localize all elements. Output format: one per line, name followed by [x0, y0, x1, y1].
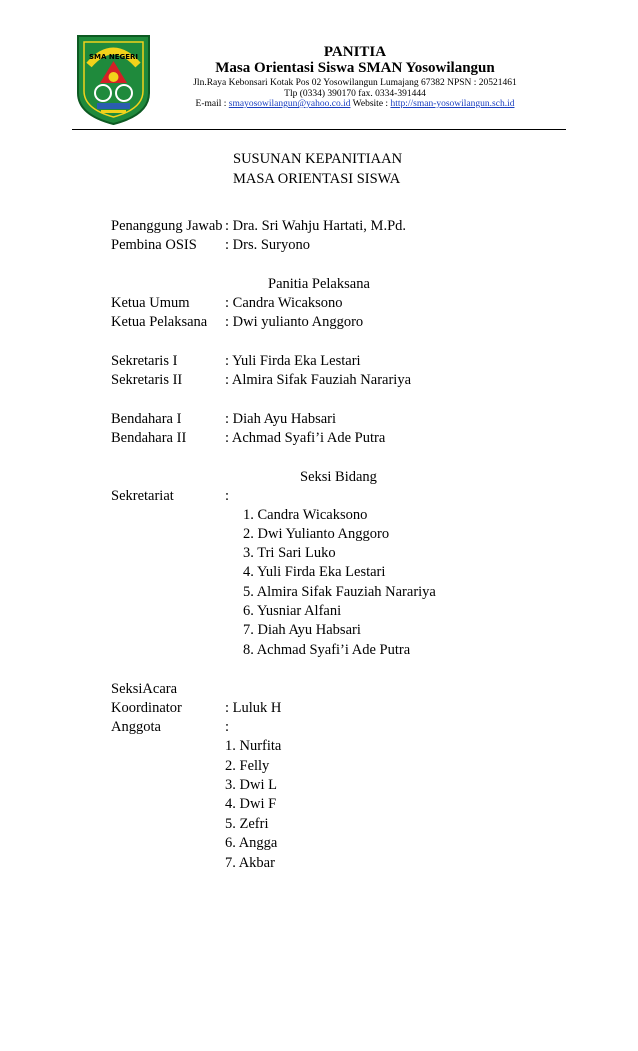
colon-sekretariat: : [225, 488, 230, 504]
list-item: 4. Dwi F [225, 796, 277, 812]
website-link[interactable]: http://sman-yosowilangun.sch.id [390, 99, 515, 109]
list-item: 4. Yuli Firda Eka Lestari [243, 564, 386, 580]
svg-text:SMA NEGERI: SMA NEGERI [88, 53, 139, 61]
list-item: 7. Akbar [225, 855, 275, 871]
list-item: 2. Felly [225, 758, 270, 774]
list-item: 1. Candra Wicaksono [243, 507, 368, 523]
website-label: Website : [350, 99, 391, 109]
label-ketua-umum: Ketua Umum [111, 295, 190, 311]
value-sekretaris-2: : Almira Sifak Fauziah Narariya [225, 372, 412, 388]
list-item: 5. Zefri [225, 816, 269, 832]
doc-title-line2: MASA ORIENTASI SISWA [233, 171, 401, 187]
heading-seksi-acara: SeksiAcara [111, 681, 178, 697]
value-sekretaris-1: : Yuli Firda Eka Lestari [225, 353, 361, 369]
value-ketua-pelaksana: : Dwi yulianto Anggoro [225, 314, 364, 330]
label-bendahara-1: Bendahara I [111, 411, 182, 427]
list-item: 8. Achmad Syafi’i Ade Putra [243, 642, 411, 658]
label-sekretariat: Sekretariat [111, 488, 174, 504]
value-penanggung-jawab: : Dra. Sri Wahju Hartati, M.Pd. [225, 218, 407, 234]
heading-seksi-bidang: Seksi Bidang [300, 469, 377, 485]
label-penanggung-jawab: Penanggung Jawab [111, 218, 223, 234]
label-anggota: Anggota [111, 719, 161, 735]
header-divider [72, 129, 566, 130]
colon-anggota: : [225, 719, 230, 735]
value-pembina-osis: : Drs. Suryono [225, 237, 310, 253]
list-item: 7. Diah Ayu Habsari [243, 622, 361, 638]
header-contact [170, 99, 540, 109]
label-koordinator: Koordinator [111, 700, 182, 716]
list-item: 2. Dwi Yulianto Anggoro [243, 526, 390, 542]
email-label: E-mail : [195, 99, 229, 109]
value-koordinator: : Luluk H [225, 700, 282, 716]
doc-title-line1: SUSUNAN KEPANITIAAN [233, 151, 403, 167]
list-item: 3. Tri Sari Luko [243, 545, 336, 561]
label-pembina-osis: Pembina OSIS [111, 237, 197, 253]
label-sekretaris-2: Sekretaris II [111, 372, 183, 388]
value-bendahara-2: : Achmad Syafi’i Ade Putra [225, 430, 386, 446]
list-item: 5. Almira Sifak Fauziah Narariya [243, 584, 436, 600]
label-ketua-pelaksana: Ketua Pelaksana [111, 314, 208, 330]
label-bendahara-2: Bendahara II [111, 430, 187, 446]
value-bendahara-1: : Diah Ayu Habsari [225, 411, 337, 427]
email-link[interactable]: smayosowilangun@yahoo.co.id [228, 99, 351, 109]
list-item: 6. Angga [225, 835, 278, 851]
header-subtitle: Masa Orientasi Siswa SMAN Yosowilangun [215, 60, 495, 76]
list-item: 6. Yusniar Alfani [243, 603, 342, 619]
header-address: Jln.Raya Kebonsari Kotak Pos 02 Yosowilangun Lumajang 67382 NPSN : 20521461 [193, 78, 517, 88]
list-item: 3. Dwi L [225, 777, 277, 793]
school-logo [75, 33, 152, 126]
label-sekretaris-1: Sekretaris I [111, 353, 178, 369]
list-item: 1. Nurfita [225, 738, 282, 754]
heading-panitia-pelaksana: Panitia Pelaksana [268, 276, 370, 292]
header-title: PANITIA [323, 44, 387, 60]
value-ketua-umum: : Candra Wicaksono [225, 295, 343, 311]
header-phone: Tlp (0334) 390170 fax. 0334-391444 [284, 89, 426, 99]
